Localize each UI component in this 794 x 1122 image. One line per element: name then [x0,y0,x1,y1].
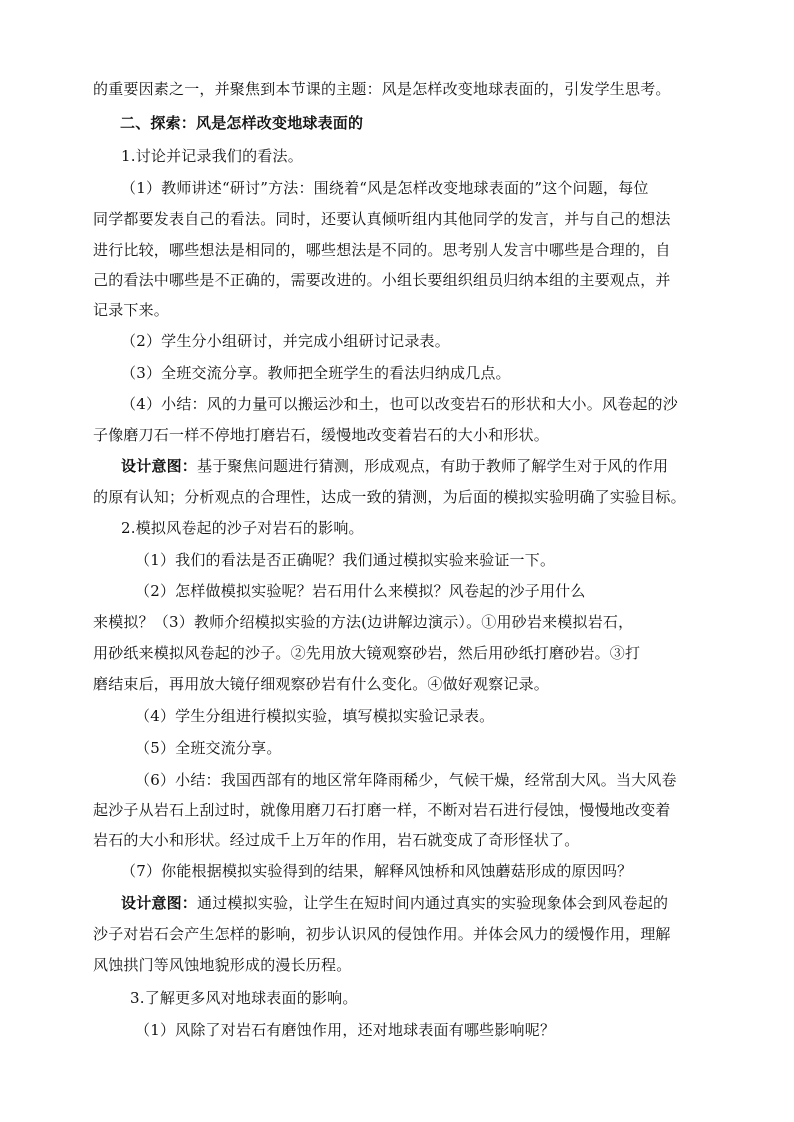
paragraph-line: （1）我们的看法是否正确呢？我们通过模拟实验来验证一下。 [135,551,556,569]
paragraph-line: 子像磨刀石一样不停地打磨岩石，缓慢地改变着岩石的大小和形状。 [93,426,550,444]
paragraph-line: 来模拟？（3）教师介绍模拟实验的方法(边讲解边演示）。①用砂岩来模拟岩石， [93,613,634,631]
paragraph-line: （1）风除了对岩石有磨蚀作用，还对地球表面有哪些影响呢？ [135,1021,556,1039]
paragraph-line: （3）全班交流分享。教师把全班学生的看法归纳成几点。 [121,364,511,382]
paragraph-line: 沙子对岩石会产生怎样的影响，初步认识风的侵蚀作用。并体会风力的缓慢作用，理解 [93,925,671,943]
paragraph-line: （4）小结：风的力量可以搬运沙和土，也可以改变岩石的形状和大小。风卷起的沙 [121,395,678,413]
design-intent-text: 基于聚焦问题进行猜测，形成观点，有助于教师了解学生对于风的作用 [197,457,669,475]
section-heading: 二、探索：风是怎样改变地球表面的 [120,114,364,132]
paragraph-line: （5）全班交流分享。 [135,739,282,757]
paragraph-line: 进行比较，哪些想法是相同的，哪些想法是不同的。思考别人发言中哪些是合理的，自 [93,241,671,259]
paragraph-line: （1）教师讲述“研讨”方法：围绕着“风是怎样改变地球表面的”这个问题，每位 [121,179,649,197]
paragraph-line: 起沙子从岩石上刮过时，就像用磨刀石打磨一样，不断对岩石进行侵蚀，慢慢地改变着 [93,801,671,819]
paragraph-line: （2）学生分小组研讨，并完成小组研讨记录表。 [121,332,450,350]
paragraph-line: 磨结束后，再用放大镜仔细观察砂岩有什么变化。④做好观察记录。 [93,675,550,693]
paragraph-line: 的重要因素之一，并聚焦到本节课的主题：风是怎样改变地球表面的，引发学生思考。 [93,80,671,98]
design-intent-text: 通过模拟实验，让学生在短时间内通过真实的实验现象体会到风卷起的 [197,894,669,912]
design-intent-paragraph [121,893,668,913]
paragraph-line: 用砂纸来模拟风卷起的沙子。②先用放大镜观察砂岩，然后用砂纸打磨砂岩。③打 [93,644,641,662]
design-intent-label: 设计意图： [121,457,198,475]
paragraph-line: （6）小结：我国西部有的地区常年降雨稀少，气候干燥，经常刮大风。当大风卷 [135,771,677,789]
paragraph-line: 记录下来。 [93,301,170,319]
paragraph-line: 岩石的大小和形状。经过成千上万年的作用，岩石就变成了奇形怪状了。 [93,831,580,849]
subsection-heading: 2.模拟风卷起的沙子对岩石的影响。 [121,519,364,537]
design-intent-paragraph [121,456,668,476]
paragraph-line: （4）学生分组进行模拟实验，填写模拟实验记录表。 [135,707,495,725]
subsection-heading: 1.讨论并记录我们的看法。 [121,147,303,165]
design-intent-label: 设计意图： [121,894,198,912]
paragraph-line: 风蚀拱门等风蚀地貌形成的漫长历程。 [93,956,352,974]
subsection-heading: 3.了解更多风对地球表面的影响。 [130,989,358,1007]
paragraph-line: （2）怎样做模拟实验呢？岩石用什么来模拟？风卷起的沙子用什么 [135,582,586,600]
paragraph-line: （7）你能根据模拟实验得到的结果，解释风蚀桥和风蚀蘑菇形成的原因吗？ [121,862,633,880]
paragraph-line: 的原有认知；分析观点的合理性，达成一致的猜测，为后面的模拟实验明确了实验目标。 [93,488,686,506]
paragraph-line: 同学都要发表自己的看法。同时，还要认真倾听组内其他同学的发言，并与自己的想法 [93,210,671,228]
paragraph-line: 己的看法中哪些是不正确的，需要改进的。小组长要组织组员归纳本组的主要观点，并 [93,271,671,289]
